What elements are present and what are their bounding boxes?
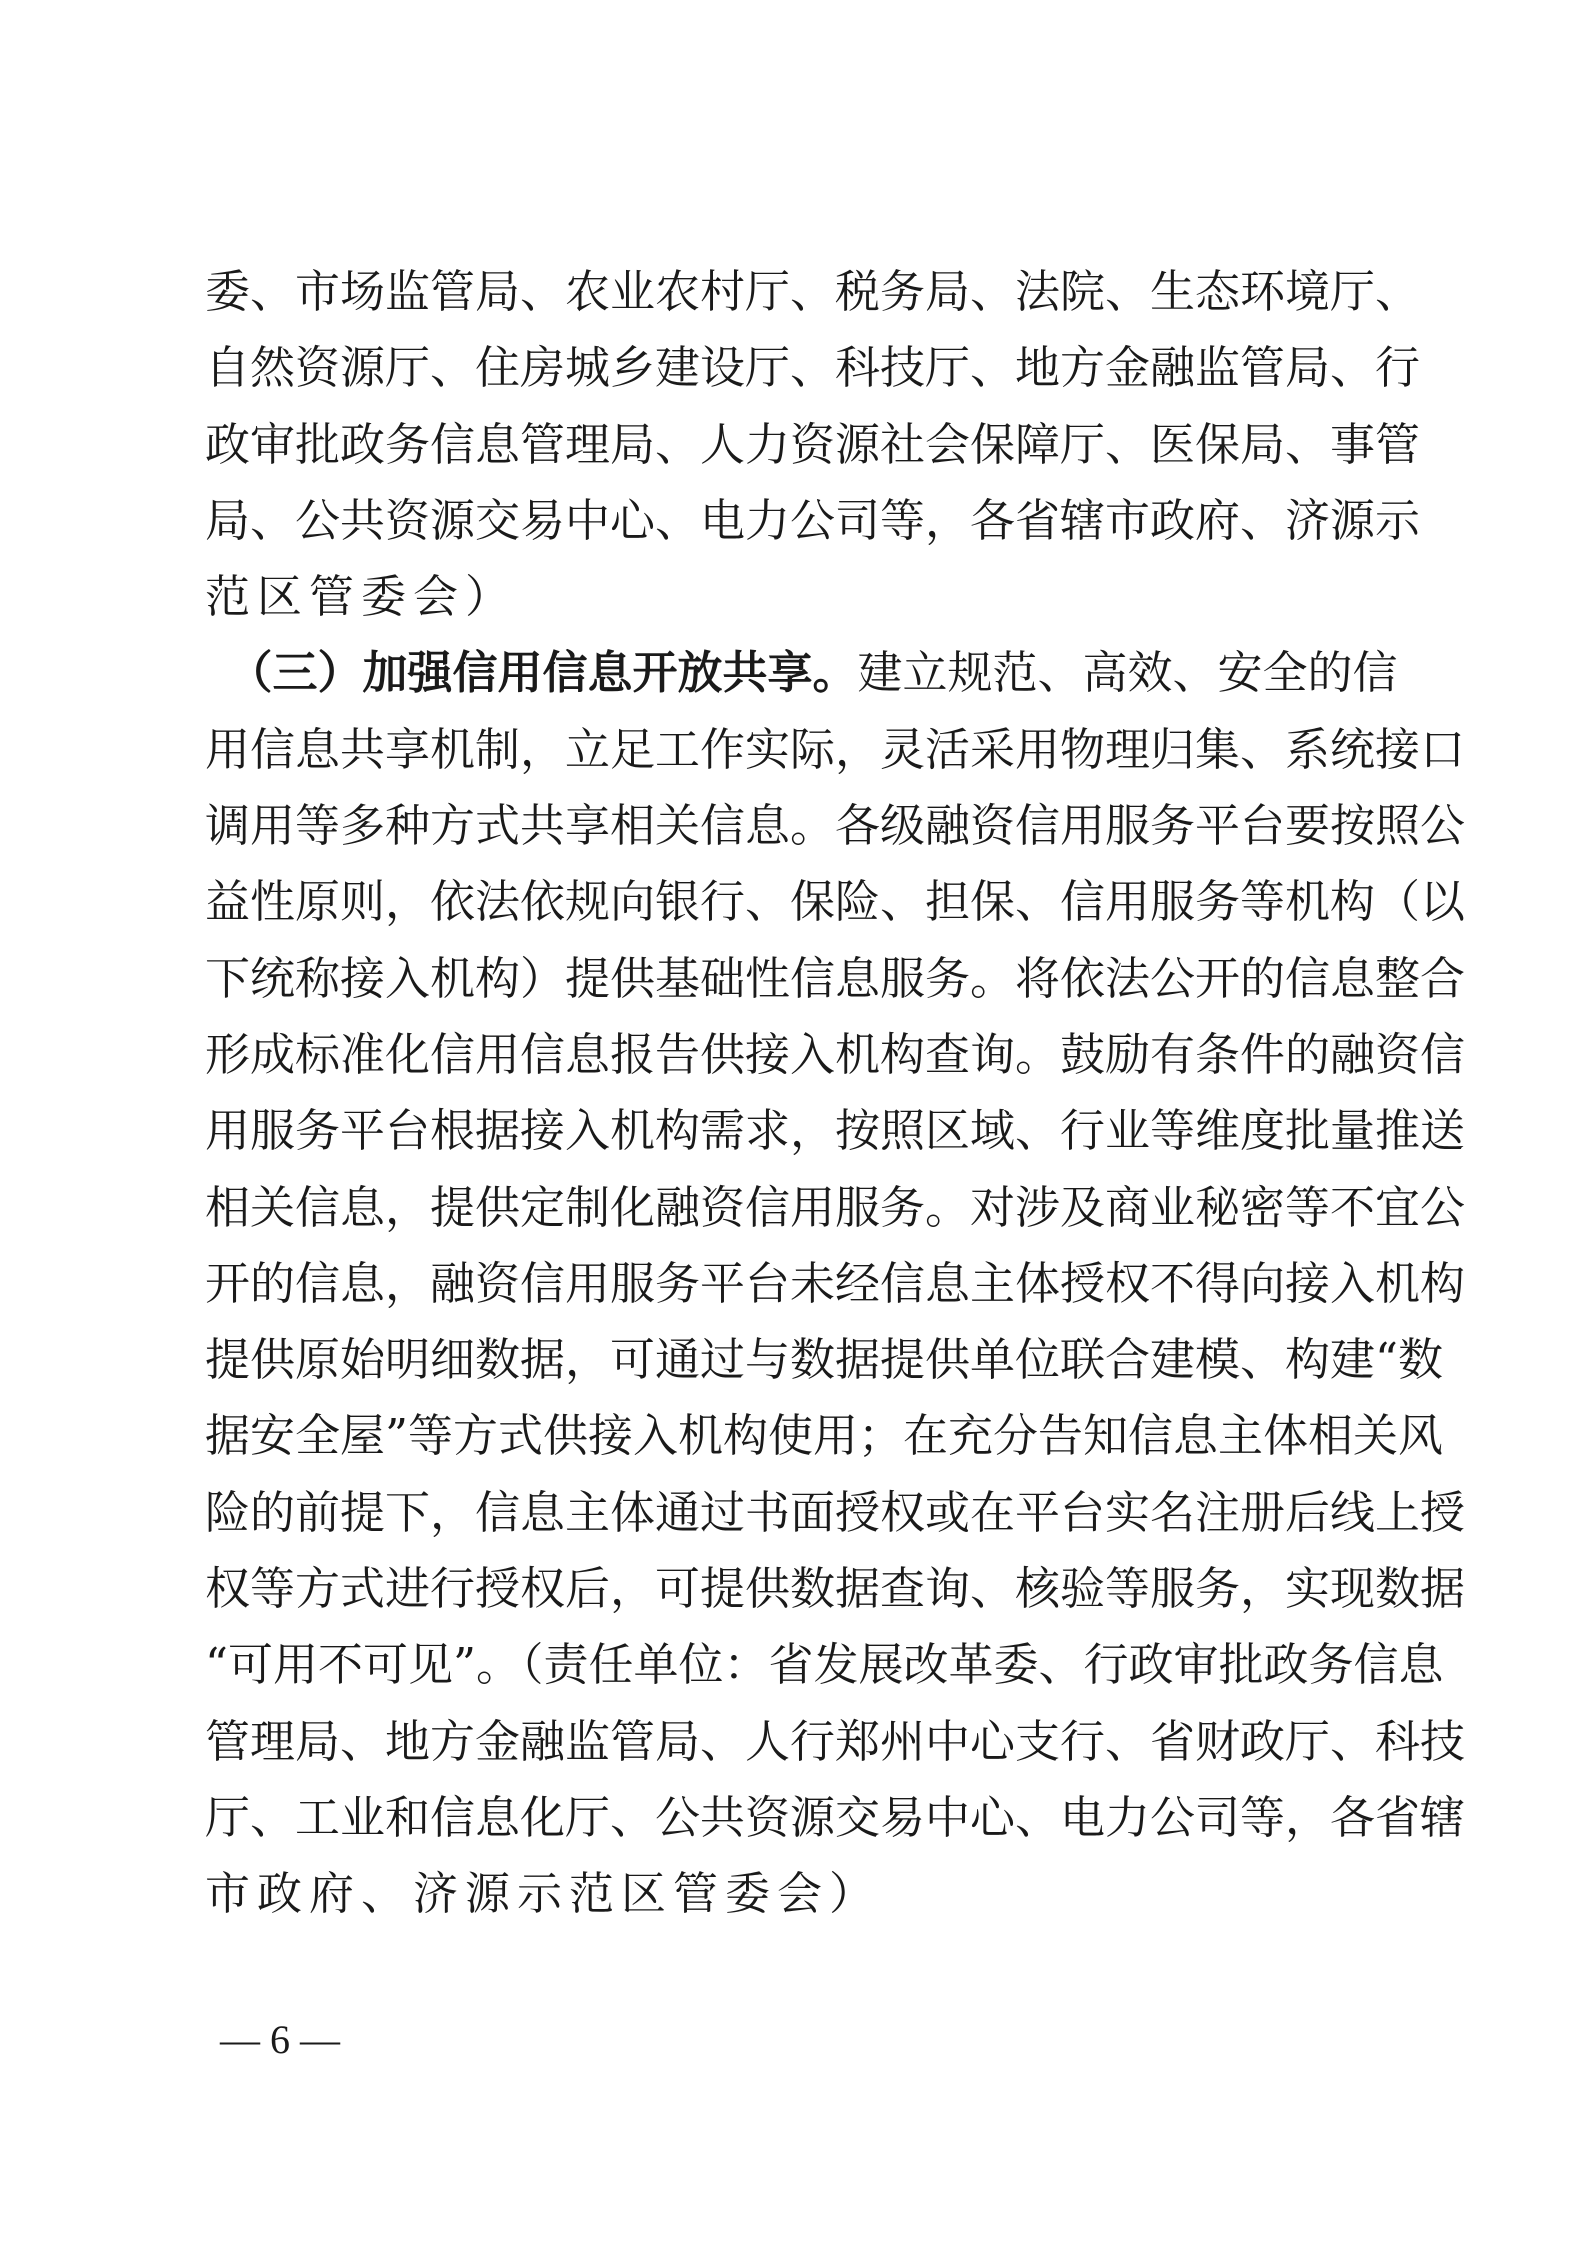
text-line: 局、公共资源交易中心、电力公司等，各省辖市政府、济源示	[205, 493, 1421, 547]
text-line: 权等方式进行授权后，可提供数据查询、核验等服务，实现数据	[205, 1562, 1466, 1616]
text-line: “可用不可见”。（责任单位：省发展改革委、行政审批政务信息	[205, 1638, 1444, 1692]
text-line: 开的信息，融资信用服务平台未经信息主体授权不得向接入机构	[205, 1256, 1466, 1310]
text-line: 用服务平台根据接入机构需求，按照区域、行业等维度批量推送	[205, 1104, 1466, 1158]
text-line: 管理局、地方金融监管局、人行郑州中心支行、省财政厅、科技	[205, 1714, 1466, 1768]
section-heading: （三）加强信用信息开放共享。	[250, 646, 858, 700]
text-line: 范区管委会）	[205, 570, 518, 624]
text-line: 厅、工业和信息化厅、公共资源交易中心、电力公司等，各省辖	[205, 1790, 1466, 1844]
text-line: 提供原始明细数据，可通过与数据提供单位联合建模、构建“数	[205, 1333, 1444, 1387]
document-body	[205, 254, 1466, 1933]
text-line: 调用等多种方式共享相关信息。各级融资信用服务平台要按照公	[205, 799, 1466, 853]
text-line: 益性原则，依法依规向银行、保险、担保、信用服务等机构（以	[205, 875, 1466, 929]
text-line: 自然资源厅、住房城乡建设厅、科技厅、地方金融监管局、行	[205, 341, 1421, 395]
text-line: 形成标准化信用信息报告供接入机构查询。鼓励有条件的融资信	[205, 1027, 1466, 1081]
page-number: — 6 —	[220, 2017, 340, 2062]
text-line: 据安全屋”等方式供接入机构使用；在充分告知信息主体相关风	[205, 1409, 1444, 1463]
text-line: 市政府、济源示范区管委会）	[205, 1867, 882, 1921]
text-line: 用信息共享机制，立足工作实际，灵活采用物理归集、系统接口	[205, 722, 1466, 776]
heading-continuation: 建立规范、高效、安全的信	[857, 646, 1398, 700]
heading-indent	[205, 646, 250, 699]
section-heading-line	[205, 635, 1398, 711]
text-line: 政审批政务信息管理局、人力资源社会保障厅、医保局、事管	[205, 417, 1421, 471]
text-line: 下统称接入机构）提供基础性信息服务。将依法公开的信息整合	[205, 951, 1466, 1005]
text-line: 相关信息，提供定制化融资信用服务。对涉及商业秘密等不宜公	[205, 1180, 1466, 1234]
text-line: 委、市场监管局、农业农村厅、税务局、法院、生态环境厅、	[205, 265, 1421, 318]
text-line: 险的前提下，信息主体通过书面授权或在平台实名注册后线上授	[205, 1485, 1466, 1539]
